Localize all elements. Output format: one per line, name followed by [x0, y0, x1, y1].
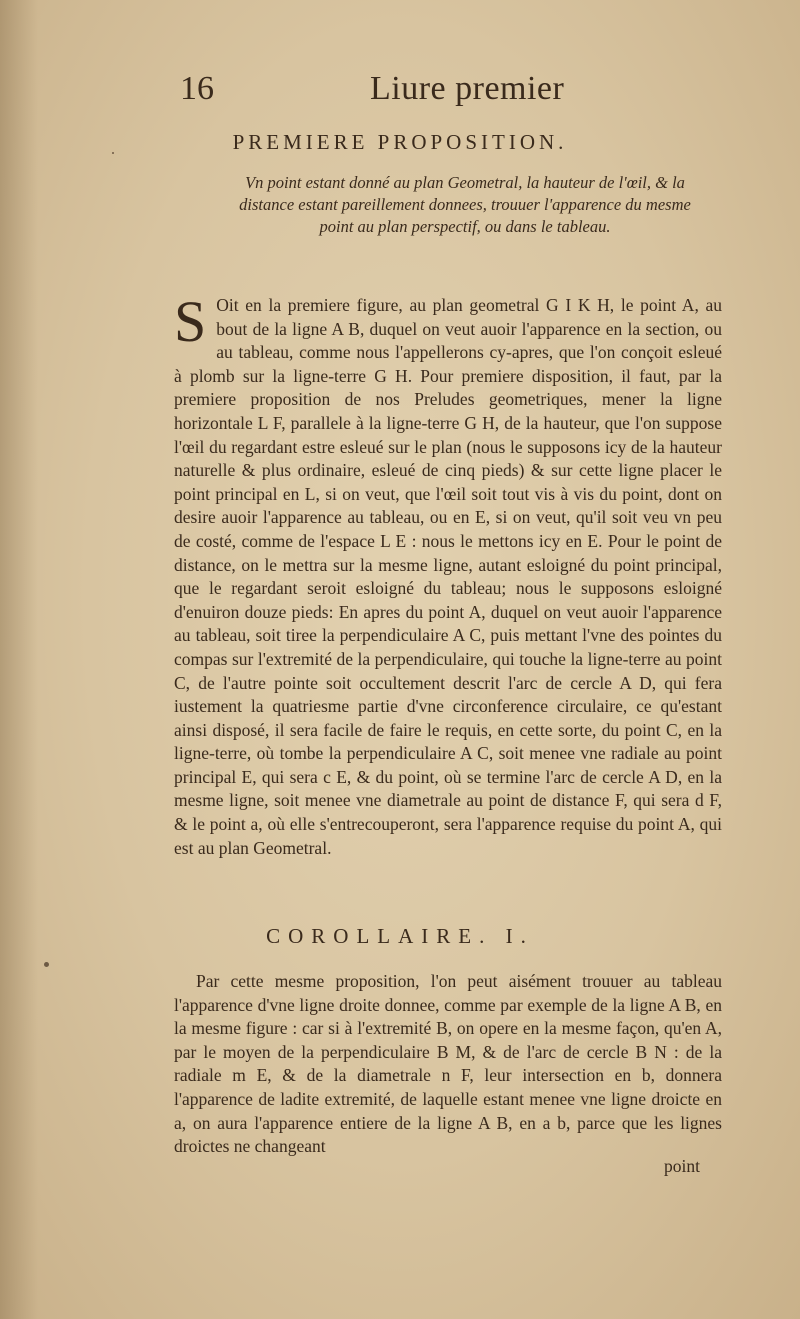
corollary-title: COROLLAIRE. I. [266, 924, 534, 948]
page-header [0, 70, 800, 120]
body-paragraph: Oit en la premiere figure, au plan geometral G I K H, le point A, au bout de la ligne A B, duquel on veut auoir l'apparence en la section, ou au tableau, comme nous l'appellerons cy-apres, que l'on conçoit esleué à plomb sur la ligne-terre G H. Pour premiere disposition, il faut, par la premiere proposition de nos Preludes geometriques, mener la ligne horizontale L F, parallele à la ligne-terre G H, de la hauteur, que l'on suppose l'œil du regardant estre esleué sur le plan (nous le supposons icy de la hauteur naturelle & plus ordinaire, esleué de cinq pieds) & sur cette ligne placer le point principal en L, si on veut, que l'œil soit tout vis à vis du point, dont on desire auoir l'apparence au tableau, ou en E, si on veut, qu'il soit veu vn peu de costé, comme de l'espace L E : nous le mettons icy en E. Pour le point de distance, on le mettra sur la mesme ligne, autant esloigné du point principal, que le regardant seroit esloigné du tableau; nous le supposons esloigné d'enuiron douze pieds: En apres du point A, duquel on veut auoir l'apparence au tableau, soit tiree la perpendiculaire A C, puis mettant l'vne des pointes du compas sur l'extremité de la perpendiculaire, qui touche la ligne-terre au point C, de l'autre pointe soit occultement descrit l'arc de cercle A D, qui fera iustement la quatriesme partie d'vne circonference circulaire, ce qu'estant ainsi disposé, il sera facile de faire le requis, en cette sorte, du point C, en la ligne-terre, où tombe la perpendiculaire A C, soit menee vne radiale au point principal E, qui sera c E, & du point, où se termine l'arc de cercle A D, en la mesme ligne, soit menee vne diametrale au point de distance F, qui sera d F, & le point a, où elle s'entrecouperont, sera l'apparence requise du point A, qui est au plan Geometral. [174, 295, 722, 858]
running-head: Liure premier [370, 70, 565, 107]
catchword: point [664, 1156, 700, 1176]
corollary-paragraph: Par cette mesme proposition, l'on peut aisément trouuer au tableau l'apparence d'vne ligne droite donnee, comme par exemple de la ligne A B, en la mesme figure : car si à l'extremité B, on opere en la mesme façon, qu'en A, par le moyen de la perpendiculaire B M, & de l'arc de cercle B N : de la radiale m E, & de la diametrale n F, leur intersection en b, donnera l'apparence de ladite extremité, de laquelle estant menee vne ligne droicte en a, on aura l'apparence entiere de la ligne A B, en a b, parce que les lignes droictes ne changeant [174, 971, 722, 1157]
page-number: 16 [180, 70, 214, 107]
proposition-enunciation: Vn point estant donné au plan Geometral, la hauteur de l'œil, & la distance estant pareillement donnees, trouuer l'apparence du mesme point au plan perspectif, ou dans le tableau. [239, 173, 691, 236]
proposition-body [174, 289, 722, 860]
paper-speck [44, 962, 49, 967]
gutter-shadow [0, 0, 38, 1319]
drop-cap: S [174, 289, 207, 354]
proposition-title: PREMIERE PROPOSITION. [232, 130, 568, 154]
paper-speck [112, 152, 114, 154]
